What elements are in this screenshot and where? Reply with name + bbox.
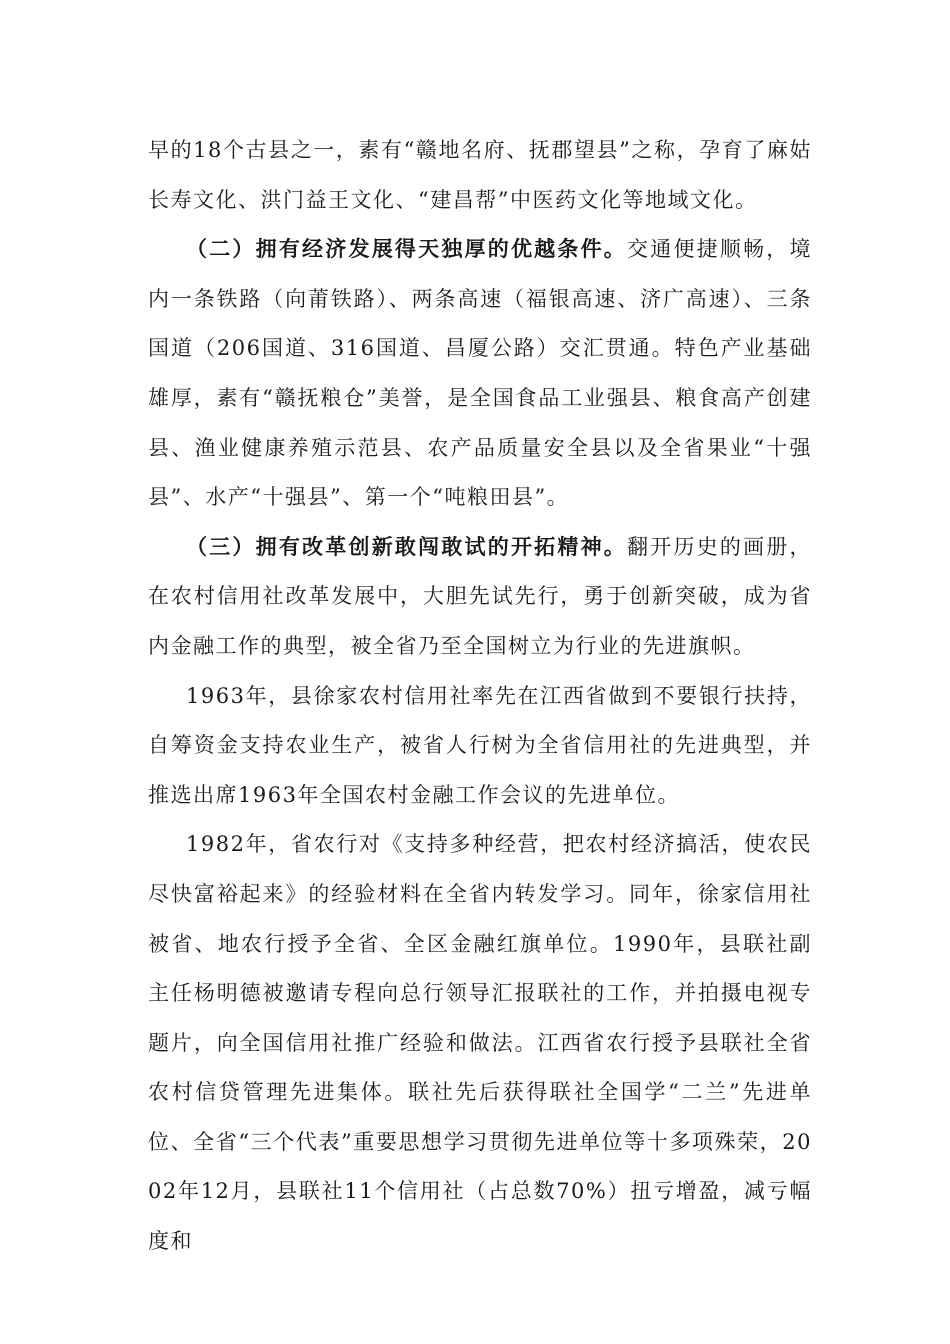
paragraph-text: 翻开历史的画册，在农村信用社改革发展中，大胆先试先行，勇于创新突破，成为省内金融工作的典型，被全省乃至全国树立为行业的先进旗帜。 xyxy=(148,534,813,658)
paragraph-text: 早的18个古县之一，素有“赣地名府、抚郡望县”之称，孕育了麻姑长寿文化、洪门益王文化、“建昌帮”中医药文化等地域文化。 xyxy=(148,138,812,212)
paragraph-economic-conditions xyxy=(148,225,812,523)
document-body xyxy=(148,126,812,1267)
paragraph-continuation xyxy=(148,126,812,225)
paragraph-text: 1963年，县徐家农村信用社率先在江西省做到不要银行扶持，自筹资金支持农业生产，被省人行树为全省信用社的先进典型，并推选出席1963年全国农村金融工作会议的先进单位。 xyxy=(148,683,812,807)
paragraph-text: 1982年，省农行对《支持多种经营，把农村经济搞活，使农民尽快富裕起来》的经验材料在全省内转发学习。同年，徐家信用社被省、地农行授予全省、全区金融红旗单位。1990年，县联社副主任杨明德被邀请专程向总行领导汇报联社的工作，并拍摄电视专题片，向全国信用社推广经验和做法。江西省农行授予县联社全省农村信贷管理先进集体。联社先后获得联社全国学“二兰”先进单位、全省“三个代表”重要思想学习贯彻先进单位等十多项殊荣，2002年12月，县联社11个信用社（占总数70%）扭亏增盈，减亏幅度和 xyxy=(148,832,812,1254)
paragraph-1963 xyxy=(148,672,812,821)
paragraph-reform-spirit xyxy=(148,523,812,672)
paragraph-text: 交通便捷顺畅，境内一条铁路（向莆铁路）、两条高速（福银高速、济广高速）、三条国道（206国道、316国道、昌厦公路）交汇贯通。特色产业基础雄厚，素有“赣抚粮仓”美誉，是全国食品工业强县、粮食高产创建县、渔业健康养殖示范县、农产品质量安全县以及全省果业“十强县”、水产“十强县”、第一个“吨粮田县”。 xyxy=(148,237,813,510)
section-heading-2: （二）拥有经济发展得天独厚的优越条件。 xyxy=(186,237,628,262)
section-heading-3: （三）拥有改革创新敢闯敢试的开拓精神。 xyxy=(186,534,628,559)
paragraph-1982 xyxy=(148,820,812,1266)
